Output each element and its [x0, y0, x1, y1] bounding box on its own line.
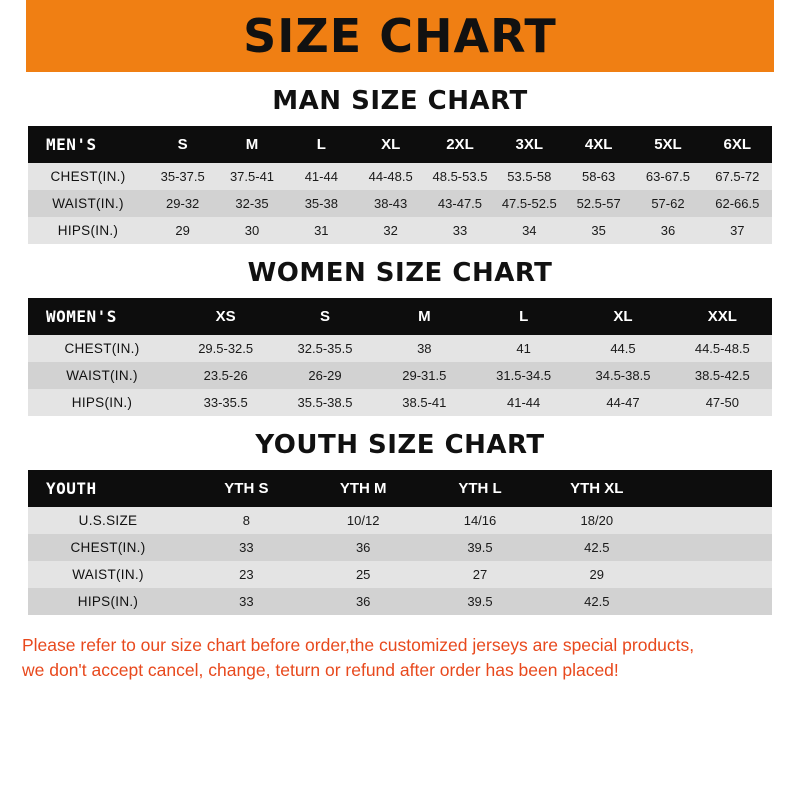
column-header: YTH S [188, 470, 305, 507]
cell: 35-38 [287, 190, 356, 217]
cell: 39.5 [422, 534, 539, 561]
cell: 38-43 [356, 190, 425, 217]
row-label: HIPS(IN.) [28, 217, 148, 244]
column-header: YTH M [305, 470, 422, 507]
cell: 14/16 [422, 507, 539, 534]
table-row [28, 362, 772, 389]
cell: 37 [703, 217, 772, 244]
cell: 47-50 [673, 389, 772, 416]
row-label: CHEST(IN.) [28, 335, 176, 362]
column-header: L [287, 126, 356, 163]
footer-line-2: we don't accept cancel, change, teturn or refund after order has been placed! [22, 660, 619, 681]
column-header: YTH L [422, 470, 539, 507]
cell: 44-48.5 [356, 163, 425, 190]
section-men [0, 86, 800, 244]
cell [655, 534, 772, 561]
cell: 35-37.5 [148, 163, 217, 190]
section-youth [0, 430, 800, 615]
cell: 35.5-38.5 [275, 389, 374, 416]
cell: 29-31.5 [375, 362, 474, 389]
cell: 48.5-53.5 [425, 163, 494, 190]
cell: 39.5 [422, 588, 539, 615]
cell: 34 [495, 217, 564, 244]
column-header: 3XL [495, 126, 564, 163]
cell [655, 507, 772, 534]
cell: 23 [188, 561, 305, 588]
cell: 41-44 [287, 163, 356, 190]
cell: 25 [305, 561, 422, 588]
cell: 57-62 [633, 190, 702, 217]
table-corner-label: YOUTH [28, 470, 188, 507]
header-left-spacer [0, 0, 26, 72]
cell: 31 [287, 217, 356, 244]
cell: 44.5 [573, 335, 672, 362]
footer-note [0, 633, 800, 684]
column-header: YTH XL [538, 470, 655, 507]
cell: 47.5-52.5 [495, 190, 564, 217]
table-header-row [28, 126, 772, 163]
cell: 35 [564, 217, 633, 244]
header-band [0, 0, 800, 72]
cell: 27 [422, 561, 539, 588]
cell: 29-32 [148, 190, 217, 217]
cell: 42.5 [538, 534, 655, 561]
cell: 29.5-32.5 [176, 335, 275, 362]
column-header: S [148, 126, 217, 163]
women-size-table [28, 298, 772, 416]
cell: 29 [148, 217, 217, 244]
row-label: WAIST(IN.) [28, 190, 148, 217]
cell: 32-35 [217, 190, 286, 217]
cell: 43-47.5 [425, 190, 494, 217]
cell: 32.5-35.5 [275, 335, 374, 362]
cell: 36 [633, 217, 702, 244]
table-row [28, 163, 772, 190]
cell: 38.5-41 [375, 389, 474, 416]
section-women [0, 258, 800, 416]
column-header: 2XL [425, 126, 494, 163]
cell: 44-47 [573, 389, 672, 416]
header-right-spacer [774, 0, 800, 72]
cell [655, 561, 772, 588]
cell: 29 [538, 561, 655, 588]
footer-line-1: Please refer to our size chart before order,the customized jerseys are special products, [22, 635, 695, 655]
table-header-row [28, 470, 772, 507]
section-title-youth: YOUTH SIZE CHART [255, 430, 545, 460]
column-header: M [375, 298, 474, 335]
column-header: S [275, 298, 374, 335]
table-row [28, 190, 772, 217]
table-row [28, 588, 772, 615]
cell: 38.5-42.5 [673, 362, 772, 389]
cell: 44.5-48.5 [673, 335, 772, 362]
cell: 41-44 [474, 389, 573, 416]
row-label: HIPS(IN.) [28, 389, 176, 416]
column-header [655, 470, 772, 507]
cell: 23.5-26 [176, 362, 275, 389]
page-title: SIZE CHART [243, 9, 557, 63]
cell: 36 [305, 534, 422, 561]
column-header: 5XL [633, 126, 702, 163]
cell: 33 [188, 534, 305, 561]
row-label: CHEST(IN.) [28, 163, 148, 190]
cell: 67.5-72 [703, 163, 772, 190]
cell: 63-67.5 [633, 163, 702, 190]
cell: 42.5 [538, 588, 655, 615]
column-header: L [474, 298, 573, 335]
cell: 36 [305, 588, 422, 615]
table-row [28, 507, 772, 534]
cell: 33 [188, 588, 305, 615]
table-row [28, 561, 772, 588]
cell: 53.5-58 [495, 163, 564, 190]
column-header: XL [356, 126, 425, 163]
table-row [28, 389, 772, 416]
cell: 10/12 [305, 507, 422, 534]
table-row [28, 335, 772, 362]
cell: 34.5-38.5 [573, 362, 672, 389]
cell: 33 [425, 217, 494, 244]
cell: 31.5-34.5 [474, 362, 573, 389]
cell: 58-63 [564, 163, 633, 190]
table-row [28, 534, 772, 561]
column-header: M [217, 126, 286, 163]
row-label: HIPS(IN.) [28, 588, 188, 615]
column-header: 6XL [703, 126, 772, 163]
row-label: U.S.SIZE [28, 507, 188, 534]
cell: 8 [188, 507, 305, 534]
table-corner-label: WOMEN'S [28, 298, 176, 335]
cell: 52.5-57 [564, 190, 633, 217]
cell: 62-66.5 [703, 190, 772, 217]
column-header: XXL [673, 298, 772, 335]
cell: 38 [375, 335, 474, 362]
column-header: XS [176, 298, 275, 335]
column-header: 4XL [564, 126, 633, 163]
row-label: CHEST(IN.) [28, 534, 188, 561]
cell: 18/20 [538, 507, 655, 534]
table-row [28, 217, 772, 244]
column-header: XL [573, 298, 672, 335]
table-header-row [28, 298, 772, 335]
table-corner-label: MEN'S [28, 126, 148, 163]
cell: 26-29 [275, 362, 374, 389]
row-label: WAIST(IN.) [28, 362, 176, 389]
cell: 30 [217, 217, 286, 244]
section-title-men: MAN SIZE CHART [272, 86, 528, 116]
cell: 33-35.5 [176, 389, 275, 416]
cell [655, 588, 772, 615]
cell: 41 [474, 335, 573, 362]
section-title-women: WOMEN SIZE CHART [247, 258, 553, 288]
cell: 37.5-41 [217, 163, 286, 190]
cell: 32 [356, 217, 425, 244]
men-size-table [28, 126, 772, 244]
youth-size-table [28, 470, 772, 615]
row-label: WAIST(IN.) [28, 561, 188, 588]
